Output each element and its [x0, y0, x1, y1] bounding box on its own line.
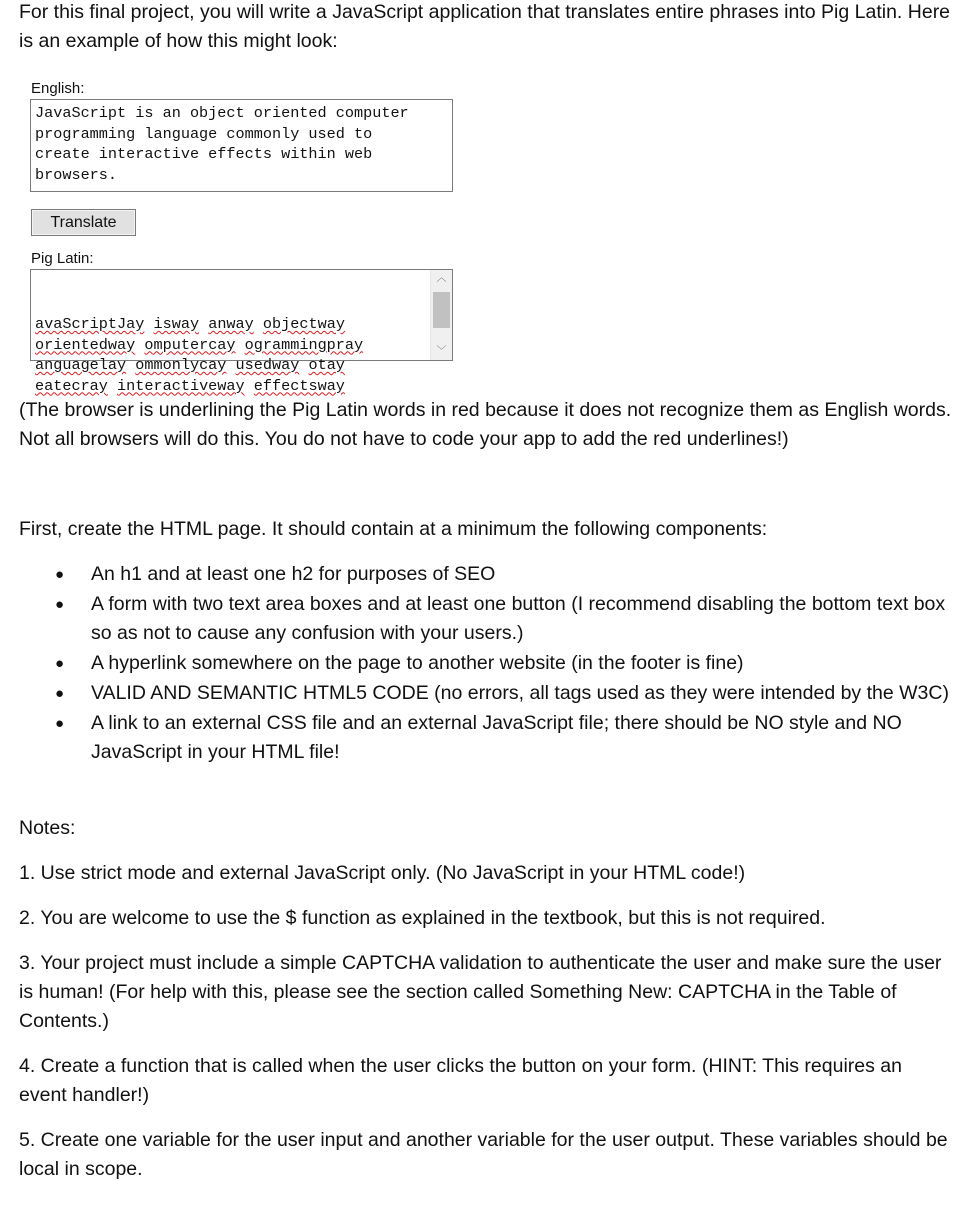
- pig-latin-word: avaScriptJay: [35, 315, 145, 333]
- pig-latin-word: anway: [208, 315, 254, 333]
- bullet-icon: ●: [55, 685, 65, 702]
- requirement-text: VALID AND SEMANTIC HTML5 CODE (no errors, all tags used as they were intended by the W3C): [91, 682, 949, 704]
- pig-latin-word: orientedway: [35, 335, 136, 354]
- note-4: 4. Create a function that is called when the user clicks the button on your form. (HINT: This requires an event handler!): [19, 1055, 902, 1106]
- bullet-icon: ●: [55, 655, 65, 672]
- pig-latin-word: otay: [308, 356, 345, 374]
- pig-latin-line: [35, 314, 426, 335]
- pig-latin-word: ommonlycay: [135, 356, 227, 374]
- scroll-thumb[interactable]: [433, 292, 450, 328]
- requirement-item: [19, 590, 954, 648]
- scroll-down-icon[interactable]: ﹀: [436, 346, 447, 357]
- pig-latin-word: omputercay: [144, 335, 236, 354]
- english-textarea[interactable]: JavaScript is an object oriented computer programming language commonly used to create interactive effects within web browsers.: [30, 99, 453, 192]
- notes-heading: Notes:: [19, 817, 76, 839]
- pig-latin-text: [35, 314, 426, 396]
- pig-latin-word: eatecray: [35, 376, 108, 395]
- requirement-item: [19, 709, 954, 767]
- first-instruction: First, create the HTML page. It should contain at a minimum the following components:: [19, 518, 768, 540]
- requirement-text: A link to an external CSS file and an external JavaScript file; there should be NO style and NO JavaScript in your HTML file!: [91, 712, 902, 763]
- scroll-up-icon[interactable]: ︿: [436, 273, 447, 284]
- example-app-screenshot: [30, 80, 470, 395]
- pig-latin-line: [35, 335, 426, 356]
- intro-paragraph: For this final project, you will write a JavaScript application that translates entire phrases into Pig Latin. Here is an example of how this might look:: [19, 1, 951, 52]
- pig-latin-line: [35, 355, 426, 376]
- pig-latin-label: Pig Latin:: [31, 250, 94, 267]
- english-label: English:: [31, 80, 85, 97]
- textarea-scrollbar[interactable]: [430, 270, 452, 360]
- requirement-item: [19, 560, 954, 589]
- bullet-icon: ●: [55, 596, 65, 613]
- translate-button[interactable]: Translate: [31, 209, 136, 236]
- pig-latin-word: objectway: [262, 315, 345, 333]
- note-2: 2. You are welcome to use the $ function as explained in the textbook, but this is not required.: [19, 907, 826, 929]
- pig-latin-word: anguagelay: [35, 356, 127, 374]
- pig-latin-textarea[interactable]: [30, 269, 453, 395]
- bullet-icon: ●: [55, 566, 65, 583]
- requirement-text: An h1 and at least one h2 for purposes of SEO: [91, 563, 496, 585]
- requirement-item: [19, 679, 954, 708]
- note-3: 3. Your project must include a simple CAPTCHA validation to authenticate the user and make sure the user is human! (For help with this, please see the section called Something New: CAPTCHA in the Table of Contents.): [19, 952, 942, 1032]
- pig-latin-word: isway: [153, 315, 200, 333]
- requirement-item: [19, 649, 954, 678]
- requirement-text: A hyperlink somewhere on the page to another website (in the footer is fine): [91, 652, 744, 674]
- browser-underline-note: (The browser is underlining the Pig Latin words in red because it does not recognize them as English words. Not all browsers will do this. You do not have to code your app to add the red underlines!): [19, 399, 952, 450]
- bullet-icon: ●: [55, 715, 65, 732]
- pig-latin-word: interactiveway: [117, 376, 245, 395]
- pig-latin-word: ogrammingpray: [244, 335, 364, 354]
- note-5: 5. Create one variable for the user input and another variable for the user output. These variables should be local in scope.: [19, 1129, 948, 1180]
- requirements-list: [19, 560, 954, 768]
- note-1: 1. Use strict mode and external JavaScript only. (No JavaScript in your HTML code!): [19, 862, 746, 884]
- pig-latin-line: [35, 376, 426, 397]
- pig-latin-word: effectsway: [253, 376, 345, 395]
- requirement-text: A form with two text area boxes and at least one button (I recommend disabling the bottom text box so as not to cause any confusion with your users.): [91, 593, 946, 644]
- pig-latin-word: usedway: [235, 356, 300, 374]
